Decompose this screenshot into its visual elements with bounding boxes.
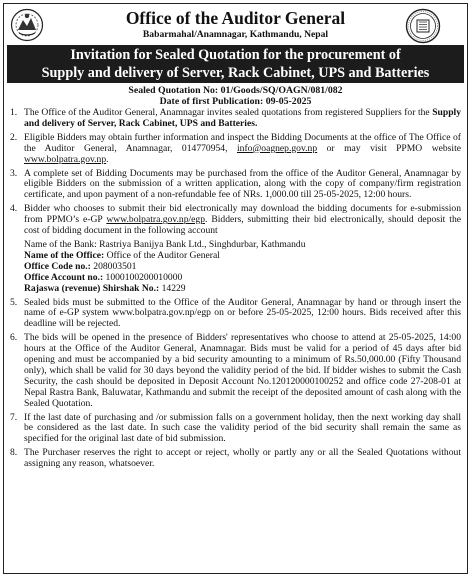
notice-page	[3, 3, 468, 574]
org-address: Babarmahal/Anamnagar, Kathmandu, Nepal	[142, 29, 329, 40]
list-item-5	[10, 298, 461, 331]
item-number: 3.	[10, 167, 18, 179]
item-5-text: Sealed bids must be submitted to the Office of the Auditor General, Anamnagar by hand or through insert the name of e-GP system www.bolpatra.gov.np/egp on or before 25-05-2025, 12:00 hours. Bids received after this deadline will be rejected.	[24, 296, 461, 330]
quotation-number: Sealed Quotation No: 01/Goods/SQ/OAGN/081/082	[128, 85, 343, 96]
bank-name: Name of the Bank: Rastriya Banijya Bank Ltd., Singhdurbar, Kathmandu	[24, 238, 306, 250]
item-number: 5.	[10, 296, 18, 308]
list-item-4	[10, 204, 461, 237]
item-8-text: The Purchaser reserves the right to accept or reject, wholly or partly any or all the Sealed Quotations without assigning any reason, whatsoever.	[24, 447, 461, 470]
item-number: 8.	[10, 447, 18, 459]
quotation-meta	[4, 85, 467, 107]
item-number: 7.	[10, 411, 18, 423]
item-number: 1.	[10, 107, 18, 118]
item-4-text: Bidder who chooses to submit their bid electronically may download the bidding documents for e-submission from PPMO’s e-GP	[24, 203, 461, 226]
list-item-1	[10, 108, 461, 130]
list-item-6	[10, 333, 461, 409]
item-2-text: Eligible Bidders may obtain further information and inspect the Bidding Documents at the office of The Office of the Auditor General, Anamnagar, 014770954,	[24, 131, 461, 154]
email-link[interactable]: info@oagnep.gov.np	[236, 142, 318, 154]
office-code-label: Office Code no.:	[24, 260, 91, 272]
office-seal-icon	[405, 8, 441, 44]
item-number: 4.	[10, 203, 18, 215]
item-text	[24, 108, 461, 130]
revenue-value: 14229	[159, 282, 186, 294]
office-account-label: Office Account no.:	[24, 271, 104, 283]
item-3-text: A complete set of Bidding Documents may be purchased from the office of the Auditor General, Anamnagar by eligible Bidders on the submission of a written application, along with the copy of company/firm registration certificate, and upon payment of a non-refundable fee of NRs. 1,000.00 till 25-05-2025, 12:00 hours.	[24, 167, 461, 201]
item-text	[24, 204, 461, 237]
website-link[interactable]: www.bolpatra.gov.np	[24, 153, 107, 165]
item-number: 2.	[10, 131, 18, 143]
office-account-value: 1000100200010000	[103, 271, 183, 283]
revenue-row	[24, 284, 461, 295]
office-code-value: 208003501	[90, 260, 137, 272]
publication-date: Date of first Publication: 09-05-2025	[159, 96, 312, 107]
item-6-text: The bids will be opened in the presence of Bidders' representatives who choose to attend at 25-05-2025, 14:00 hours at the Office of the Auditor General, Anamnagar. Bids must be valid for a period of 45 days after bid opening and must be accompanied by a bid security amounting to a minimum of Rs.50,000.00 (Fifty Thousand only), which shall be valid for 30 days beyond the validity period of the bid. If bidder wishes to submit the Cash Security, the cash should be deposited in Deposit Account No.120120000100252 and office code 27-208-01 at Nepal Rastra Bank, Baluwatar, Kathmandu and submit the receipt of the deposited amount of cash along with the Sealed Quotation.	[24, 332, 461, 409]
banner-line-1: Invitation for Sealed Quotation for the procurement of	[70, 47, 401, 63]
egp-link[interactable]: www.bolpatra.gov.np/egp	[106, 214, 206, 226]
org-title: Office of the Auditor General	[125, 8, 346, 28]
list-item-8	[10, 448, 461, 470]
list-item-2	[10, 133, 461, 166]
item-number: 6.	[10, 332, 18, 344]
item-1-bold-text: Supply and delivery of Server, Rack Cabinet, UPS and Batteries.	[24, 107, 461, 129]
header	[4, 4, 467, 46]
item-4-text-end: . Bidders, submitting their bid electronically, should deposit the cost of bidding document in the following account	[24, 214, 462, 237]
item-text	[24, 133, 461, 166]
office-name-label: Name of the Office:	[24, 249, 105, 261]
item-1-text: The Office of the Auditor General, Anamnagar invites sealed quotations from registered Suppliers for the	[24, 107, 433, 118]
revenue-label: Rajaswa (revenue) Shirshak No.:	[24, 282, 160, 294]
notice-body	[10, 108, 461, 473]
banner-line-2: Supply and delivery of Server, Rack Cabinet, UPS and Batteries	[41, 65, 430, 81]
item-2-text-end: .	[106, 153, 109, 165]
office-name-value: Office of the Auditor General	[104, 249, 220, 261]
bank-account-details	[24, 240, 461, 295]
item-7-text: If the last date of purchasing and /or submission falls on a government holiday, then the next working day shall be considered as the last date. In such case the validity period of the bid security shall remain the same as specified for the original last date of bid submission.	[24, 411, 461, 445]
item-2-text-mid: or may visit PPMO website	[317, 142, 461, 154]
list-item-7	[10, 413, 461, 446]
title-banner	[7, 45, 464, 83]
list-item-3	[10, 169, 461, 202]
